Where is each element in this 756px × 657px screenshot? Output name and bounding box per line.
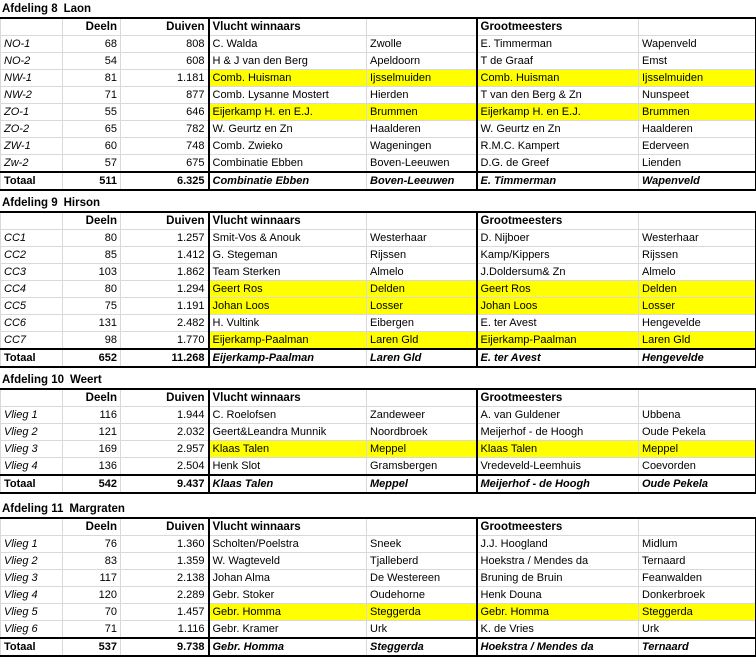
table-row (1, 570, 756, 587)
header-duiven: Duiven (121, 518, 209, 536)
table-row (1, 536, 756, 553)
grandmaster-place: Almelo (639, 264, 756, 281)
winner-name: Combinatie Ebben (209, 155, 367, 173)
total-label: Totaal (1, 349, 63, 367)
flight-code: Vlieg 4 (1, 587, 63, 604)
duiven-value: 1.294 (121, 281, 209, 298)
grandmaster-place: Laren Gld (639, 332, 756, 350)
grandmaster-name: A. van Guldener (477, 407, 639, 424)
deeln-value: 80 (63, 230, 121, 247)
total-deeln: 511 (63, 172, 121, 190)
duiven-value: 1.457 (121, 604, 209, 621)
flight-code: Zw-2 (1, 155, 63, 173)
header-winners: Vlucht winnaars (209, 18, 367, 36)
winner-name: Comb. Zwieko (209, 138, 367, 155)
winner-place: Hierden (367, 87, 477, 104)
winner-name: C. Roelofsen (209, 407, 367, 424)
total-winner-place: Boven-Leeuwen (367, 172, 477, 190)
header-blank (1, 212, 63, 230)
winner-name: G. Stegeman (209, 247, 367, 264)
total-winner: Klaas Talen (209, 475, 367, 493)
results-table (0, 517, 756, 657)
winner-name: W. Wagteveld (209, 553, 367, 570)
winner-place: Meppel (367, 441, 477, 458)
duiven-value: 808 (121, 36, 209, 53)
total-winner: Gebr. Homma (209, 638, 367, 656)
table-row (1, 315, 756, 332)
table-row (1, 298, 756, 315)
section-title-label: Afdeling 9 (2, 197, 58, 209)
header-winners-place (367, 212, 477, 230)
grandmaster-name: Gebr. Homma (477, 604, 639, 621)
duiven-value: 2.138 (121, 570, 209, 587)
section-title (2, 1, 91, 17)
grandmaster-name: D. Nijboer (477, 230, 639, 247)
deeln-value: 121 (63, 424, 121, 441)
duiven-value: 2.032 (121, 424, 209, 441)
winner-place: Boven-Leeuwen (367, 155, 477, 173)
header-grandmasters-place (639, 389, 756, 407)
winner-name: Eijerkamp-Paalman (209, 332, 367, 350)
section-location: Laon (63, 3, 92, 15)
duiven-value: 748 (121, 138, 209, 155)
total-label: Totaal (1, 172, 63, 190)
table-row (1, 424, 756, 441)
header-winners-place (367, 389, 477, 407)
winner-place: Tjalleberd (367, 553, 477, 570)
deeln-value: 116 (63, 407, 121, 424)
winner-name: Eijerkamp H. en E.J. (209, 104, 367, 121)
winner-place: Ijsselmuiden (367, 70, 477, 87)
total-grandmaster: E. Timmerman (477, 172, 639, 190)
grandmaster-name: Geert Ros (477, 281, 639, 298)
deeln-value: 60 (63, 138, 121, 155)
winner-name: Scholten/Poelstra (209, 536, 367, 553)
deeln-value: 71 (63, 87, 121, 104)
section-location: Hirson (63, 197, 101, 209)
winner-name: Team Sterken (209, 264, 367, 281)
total-row (1, 349, 756, 367)
flight-code: CC6 (1, 315, 63, 332)
grandmaster-name: T de Graaf (477, 53, 639, 70)
header-grandmasters: Grootmeesters (477, 212, 639, 230)
header-blank (1, 389, 63, 407)
header-deeln: Deeln (63, 518, 121, 536)
winner-name: W. Geurtz en Zn (209, 121, 367, 138)
deeln-value: 75 (63, 298, 121, 315)
header-grandmasters: Grootmeesters (477, 389, 639, 407)
flight-code: NO-1 (1, 36, 63, 53)
total-grandmaster-place: Oude Pekela (639, 475, 756, 493)
table-row (1, 264, 756, 281)
header-grandmasters-place (639, 18, 756, 36)
winner-name: Henk Slot (209, 458, 367, 476)
grandmaster-name: E. Timmerman (477, 36, 639, 53)
duiven-value: 1.412 (121, 247, 209, 264)
table-row (1, 407, 756, 424)
total-deeln: 537 (63, 638, 121, 656)
table-row (1, 281, 756, 298)
winner-name: Johan Alma (209, 570, 367, 587)
duiven-value: 608 (121, 53, 209, 70)
flight-code: Vlieg 3 (1, 570, 63, 587)
flight-code: Vlieg 1 (1, 536, 63, 553)
grandmaster-place: Losser (639, 298, 756, 315)
grandmaster-name: J.J. Hoogland (477, 536, 639, 553)
total-label: Totaal (1, 638, 63, 656)
grandmaster-place: Oude Pekela (639, 424, 756, 441)
total-label: Totaal (1, 475, 63, 493)
table-row (1, 553, 756, 570)
grandmaster-name: Hoekstra / Mendes da (477, 553, 639, 570)
section-title (2, 372, 102, 388)
winner-name: H. Vultink (209, 315, 367, 332)
total-winner-place: Laren Gld (367, 349, 477, 367)
flight-code: NO-2 (1, 53, 63, 70)
section-title-label: Afdeling 8 (2, 3, 58, 15)
table-row (1, 621, 756, 639)
total-winner-place: Steggerda (367, 638, 477, 656)
flight-code: CC5 (1, 298, 63, 315)
winner-place: Wageningen (367, 138, 477, 155)
total-grandmaster-place: Ternaard (639, 638, 756, 656)
grandmaster-place: Emst (639, 53, 756, 70)
table-row (1, 53, 756, 70)
table-header-row (1, 518, 756, 536)
deeln-value: 65 (63, 121, 121, 138)
total-duiven: 6.325 (121, 172, 209, 190)
duiven-value: 1.359 (121, 553, 209, 570)
flight-code: Vlieg 4 (1, 458, 63, 476)
table-row (1, 104, 756, 121)
grandmaster-place: Ijsselmuiden (639, 70, 756, 87)
grandmaster-name: Comb. Huisman (477, 70, 639, 87)
header-deeln: Deeln (63, 389, 121, 407)
header-winners: Vlucht winnaars (209, 212, 367, 230)
grandmaster-name: Henk Douna (477, 587, 639, 604)
winner-place: Sneek (367, 536, 477, 553)
grandmaster-name: D.G. de Greef (477, 155, 639, 173)
deeln-value: 169 (63, 441, 121, 458)
flight-code: Vlieg 2 (1, 553, 63, 570)
winner-name: Comb. Huisman (209, 70, 367, 87)
grandmaster-name: Meijerhof - de Hoogh (477, 424, 639, 441)
header-blank (1, 518, 63, 536)
grandmaster-name: Kamp/Kippers (477, 247, 639, 264)
header-winners-place (367, 518, 477, 536)
section-title-label: Afdeling 10 (2, 374, 64, 386)
grandmaster-name: Klaas Talen (477, 441, 639, 458)
header-duiven: Duiven (121, 18, 209, 36)
table-header-row (1, 212, 756, 230)
deeln-value: 120 (63, 587, 121, 604)
deeln-value: 54 (63, 53, 121, 70)
total-duiven: 9.437 (121, 475, 209, 493)
grandmaster-name: Bruning de Bruin (477, 570, 639, 587)
header-grandmasters-place (639, 518, 756, 536)
winner-place: Westerhaar (367, 230, 477, 247)
duiven-value: 2.289 (121, 587, 209, 604)
flight-code: NW-1 (1, 70, 63, 87)
duiven-value: 1.257 (121, 230, 209, 247)
table-row (1, 332, 756, 350)
results-table (0, 211, 756, 368)
grandmaster-name: W. Geurtz en Zn (477, 121, 639, 138)
total-row (1, 172, 756, 190)
deeln-value: 83 (63, 553, 121, 570)
header-grandmasters: Grootmeesters (477, 518, 639, 536)
header-deeln: Deeln (63, 212, 121, 230)
flight-code: CC1 (1, 230, 63, 247)
winner-name: Gebr. Kramer (209, 621, 367, 639)
grandmaster-name: Johan Loos (477, 298, 639, 315)
flight-code: CC7 (1, 332, 63, 350)
table-row (1, 230, 756, 247)
deeln-value: 85 (63, 247, 121, 264)
duiven-value: 1.944 (121, 407, 209, 424)
winner-name: Geert Ros (209, 281, 367, 298)
table-header-row (1, 18, 756, 36)
total-winner: Combinatie Ebben (209, 172, 367, 190)
winner-place: Rijssen (367, 247, 477, 264)
duiven-value: 782 (121, 121, 209, 138)
section-location: Weert (69, 374, 102, 386)
winner-name: Geert&Leandra Munnik (209, 424, 367, 441)
grandmaster-place: Meppel (639, 441, 756, 458)
deeln-value: 71 (63, 621, 121, 639)
header-blank (1, 18, 63, 36)
total-winner-place: Meppel (367, 475, 477, 493)
grandmaster-place: Westerhaar (639, 230, 756, 247)
grandmaster-place: Coevorden (639, 458, 756, 476)
winner-place: Urk (367, 621, 477, 639)
table-row (1, 121, 756, 138)
duiven-value: 675 (121, 155, 209, 173)
header-duiven: Duiven (121, 389, 209, 407)
grandmaster-place: Delden (639, 281, 756, 298)
total-deeln: 542 (63, 475, 121, 493)
header-grandmasters-place (639, 212, 756, 230)
grandmaster-place: Urk (639, 621, 756, 639)
table-row (1, 441, 756, 458)
duiven-value: 1.770 (121, 332, 209, 350)
grandmaster-place: Midlum (639, 536, 756, 553)
winner-name: H & J van den Berg (209, 53, 367, 70)
duiven-value: 1.360 (121, 536, 209, 553)
grandmaster-place: Wapenveld (639, 36, 756, 53)
winner-place: Gramsbergen (367, 458, 477, 476)
total-duiven: 9.738 (121, 638, 209, 656)
grandmaster-name: R.M.C. Kampert (477, 138, 639, 155)
table-row (1, 70, 756, 87)
grandmaster-place: Hengevelde (639, 315, 756, 332)
total-grandmaster: Meijerhof - de Hoogh (477, 475, 639, 493)
grandmaster-name: Eijerkamp-Paalman (477, 332, 639, 350)
flight-code: Vlieg 3 (1, 441, 63, 458)
duiven-value: 1.116 (121, 621, 209, 639)
header-winners-place (367, 18, 477, 36)
grandmaster-place: Ternaard (639, 553, 756, 570)
table-row (1, 36, 756, 53)
flight-code: ZO-2 (1, 121, 63, 138)
deeln-value: 76 (63, 536, 121, 553)
grandmaster-name: E. ter Avest (477, 315, 639, 332)
deeln-value: 98 (63, 332, 121, 350)
total-winner: Eijerkamp-Paalman (209, 349, 367, 367)
section-title (2, 501, 125, 517)
deeln-value: 131 (63, 315, 121, 332)
grandmaster-place: Donkerbroek (639, 587, 756, 604)
duiven-value: 1.181 (121, 70, 209, 87)
table-row (1, 247, 756, 264)
deeln-value: 68 (63, 36, 121, 53)
flight-code: Vlieg 6 (1, 621, 63, 639)
table-row (1, 458, 756, 476)
total-grandmaster: E. ter Avest (477, 349, 639, 367)
header-duiven: Duiven (121, 212, 209, 230)
winner-name: Klaas Talen (209, 441, 367, 458)
duiven-value: 2.482 (121, 315, 209, 332)
total-grandmaster-place: Wapenveld (639, 172, 756, 190)
flight-code: CC2 (1, 247, 63, 264)
winner-place: Steggerda (367, 604, 477, 621)
winner-place: Zandeweer (367, 407, 477, 424)
duiven-value: 877 (121, 87, 209, 104)
header-winners: Vlucht winnaars (209, 518, 367, 536)
winner-name: Gebr. Homma (209, 604, 367, 621)
table-row (1, 87, 756, 104)
winner-place: Brummen (367, 104, 477, 121)
deeln-value: 57 (63, 155, 121, 173)
section-title (2, 195, 100, 211)
duiven-value: 1.862 (121, 264, 209, 281)
total-grandmaster-place: Hengevelde (639, 349, 756, 367)
flight-code: CC3 (1, 264, 63, 281)
winner-place: Eibergen (367, 315, 477, 332)
total-deeln: 652 (63, 349, 121, 367)
total-row (1, 475, 756, 493)
grandmaster-place: Lienden (639, 155, 756, 173)
flight-code: Vlieg 2 (1, 424, 63, 441)
winner-place: Zwolle (367, 36, 477, 53)
deeln-value: 55 (63, 104, 121, 121)
winner-name: Smit-Vos & Anouk (209, 230, 367, 247)
grandmaster-place: Feanwalden (639, 570, 756, 587)
duiven-value: 646 (121, 104, 209, 121)
grandmaster-name: J.Doldersum& Zn (477, 264, 639, 281)
results-table (0, 388, 756, 494)
winner-place: Oudehorne (367, 587, 477, 604)
results-table (0, 17, 756, 191)
grandmaster-place: Brummen (639, 104, 756, 121)
header-grandmasters: Grootmeesters (477, 18, 639, 36)
winner-name: Johan Loos (209, 298, 367, 315)
winner-place: Losser (367, 298, 477, 315)
winner-place: Delden (367, 281, 477, 298)
table-row (1, 138, 756, 155)
deeln-value: 81 (63, 70, 121, 87)
table-row (1, 587, 756, 604)
deeln-value: 103 (63, 264, 121, 281)
grandmaster-name: K. de Vries (477, 621, 639, 639)
duiven-value: 1.191 (121, 298, 209, 315)
winner-place: Noordbroek (367, 424, 477, 441)
winner-place: Apeldoorn (367, 53, 477, 70)
winner-name: Gebr. Stoker (209, 587, 367, 604)
grandmaster-place: Nunspeet (639, 87, 756, 104)
deeln-value: 80 (63, 281, 121, 298)
flight-code: NW-2 (1, 87, 63, 104)
header-winners: Vlucht winnaars (209, 389, 367, 407)
winner-place: Laren Gld (367, 332, 477, 350)
grandmaster-place: Haalderen (639, 121, 756, 138)
grandmaster-place: Rijssen (639, 247, 756, 264)
grandmaster-name: Vredeveld-Leemhuis (477, 458, 639, 476)
duiven-value: 2.504 (121, 458, 209, 476)
table-row (1, 604, 756, 621)
flight-code: Vlieg 5 (1, 604, 63, 621)
deeln-value: 117 (63, 570, 121, 587)
section-title-label: Afdeling 11 (2, 503, 64, 515)
flight-code: Vlieg 1 (1, 407, 63, 424)
grandmaster-name: Eijerkamp H. en E.J. (477, 104, 639, 121)
grandmaster-name: T van den Berg & Zn (477, 87, 639, 104)
header-deeln: Deeln (63, 18, 121, 36)
grandmaster-place: Ederveen (639, 138, 756, 155)
total-row (1, 638, 756, 656)
table-row (1, 155, 756, 173)
winner-place: Haalderen (367, 121, 477, 138)
deeln-value: 70 (63, 604, 121, 621)
table-header-row (1, 389, 756, 407)
deeln-value: 136 (63, 458, 121, 476)
winner-place: De Westereen (367, 570, 477, 587)
grandmaster-place: Ubbena (639, 407, 756, 424)
winner-name: C. Walda (209, 36, 367, 53)
flight-code: CC4 (1, 281, 63, 298)
grandmaster-place: Steggerda (639, 604, 756, 621)
winner-name: Comb. Lysanne Mostert (209, 87, 367, 104)
flight-code: ZO-1 (1, 104, 63, 121)
total-grandmaster: Hoekstra / Mendes da (477, 638, 639, 656)
duiven-value: 2.957 (121, 441, 209, 458)
winner-place: Almelo (367, 264, 477, 281)
total-duiven: 11.268 (121, 349, 209, 367)
section-location: Margraten (69, 503, 125, 515)
flight-code: ZW-1 (1, 138, 63, 155)
